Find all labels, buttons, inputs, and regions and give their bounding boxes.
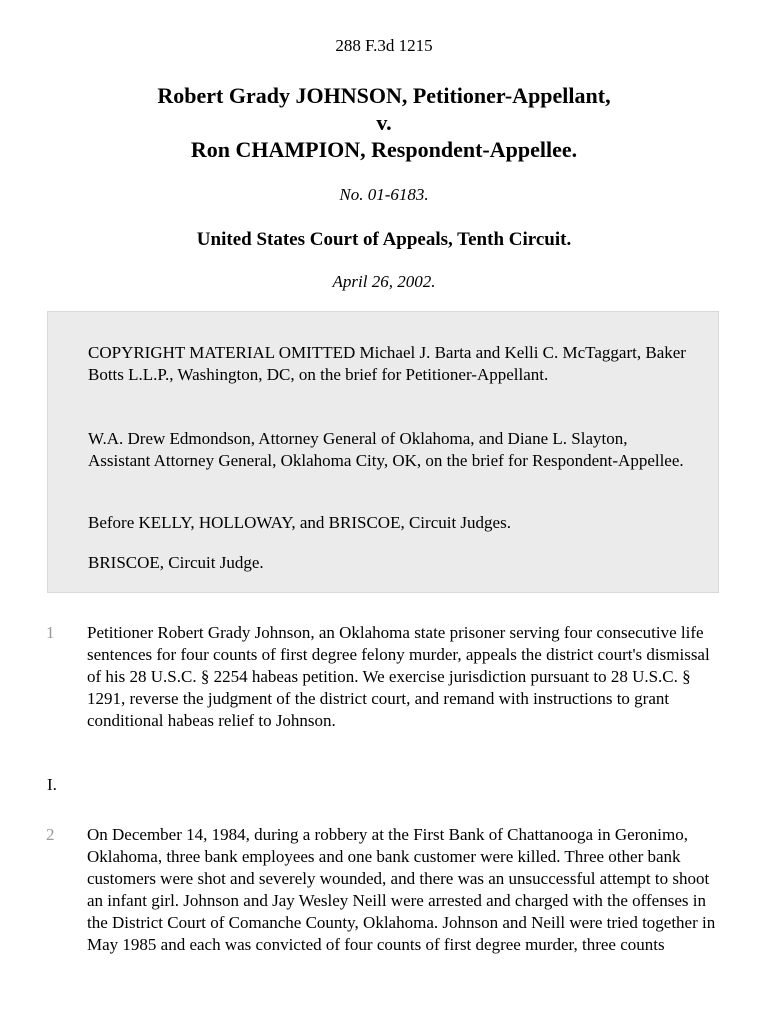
paragraph-text: On December 14, 1984, during a robbery at the First Bank of Chattanooga in Geronimo, Oklahoma, three bank employees and one bank customer were killed. Three other bank customers were shot and severely wounded, and there was an unsuccessful attempt to shoot an infant girl. Johnson and Jay Wesley Neill were arrested and charged with the offenses in the District Court of Comanche County, Oklahoma. Johnson and Neill were tried together in May 1985 and each was convicted of four counts of first degree murder, three counts (87, 825, 716, 954)
prelim-panel: Before KELLY, HOLLOWAY, and BRISCOE, Circuit Judges. (88, 513, 511, 532)
paragraph-number: 1 (46, 623, 55, 642)
paragraph-text: Petitioner Robert Grady Johnson, an Oklahoma state prisoner serving four consecutive life sentences for four counts of first degree felony murder, appeals the district court's dismissal of his 28 U.S.C. § 2254 habeas petition. We exercise jurisdiction pursuant to 28 U.S.C. § 1291, reverse the judgment of the district court, and remand with instructions to grant conditional habeas relief to Johnson. (87, 623, 710, 730)
decision-date: April 26, 2002. (332, 272, 436, 291)
prelim-author: BRISCOE, Circuit Judge. (88, 553, 264, 572)
prelim-counsel-petitioner: COPYRIGHT MATERIAL OMITTED Michael J. Barta and Kelli C. McTaggart, Baker Botts L.L.P., Washington, DC, on the brief for Petitioner-Appellant. (88, 343, 686, 384)
paragraph-number: 2 (46, 825, 55, 844)
case-citation: 288 F.3d 1215 (335, 36, 433, 55)
prelims-box (47, 311, 719, 593)
section-heading: I. (47, 775, 57, 794)
court-name: United States Court of Appeals, Tenth Circuit. (196, 229, 572, 250)
case-caption (0, 82, 768, 163)
caption-appellee: Ron CHAMPION, Respondent-Appellee. (190, 137, 578, 162)
caption-appellant: Robert Grady JOHNSON, Petitioner-Appellant, (157, 83, 611, 108)
docket-number: No. 01-6183. (339, 185, 429, 204)
caption-versus: v. (376, 110, 392, 135)
prelim-counsel-respondent: W.A. Drew Edmondson, Attorney General of Oklahoma, and Diane L. Slayton, Assistant Attorney General, Oklahoma City, OK, on the brief for Respondent-Appellee. (88, 429, 684, 470)
